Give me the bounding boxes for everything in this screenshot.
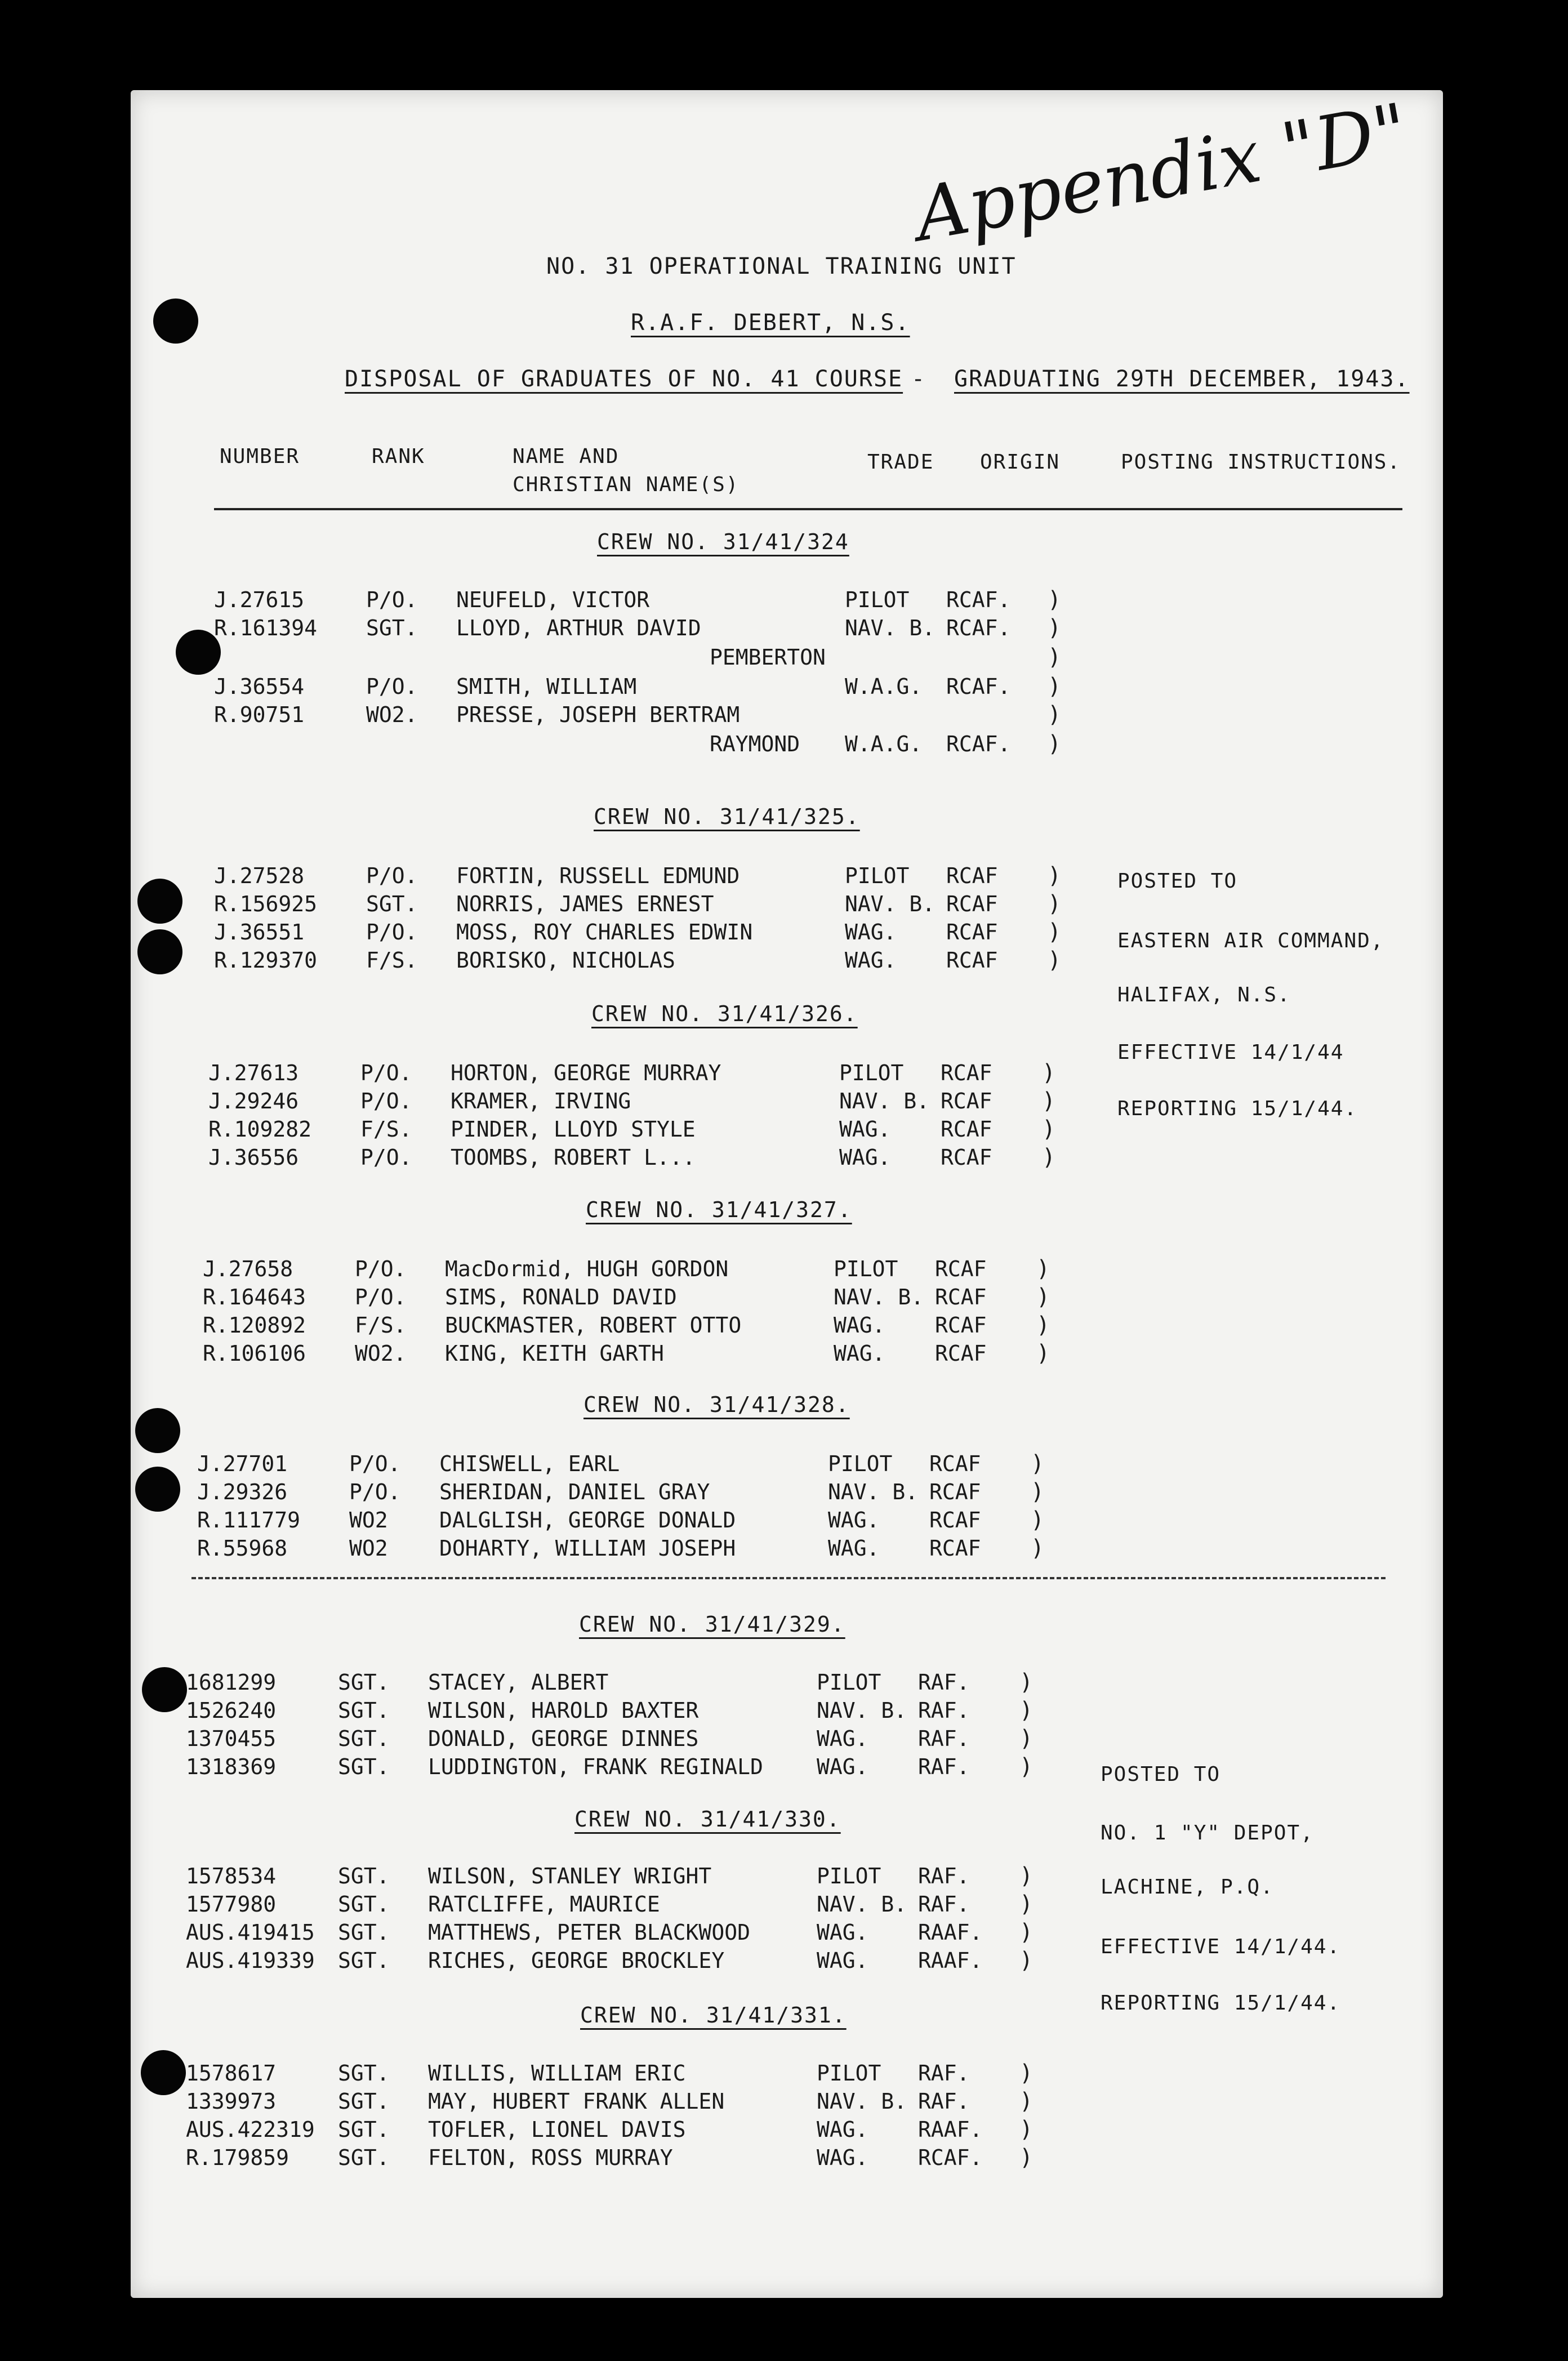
crew-bracket: ) bbox=[1019, 2088, 1034, 2114]
member-number: 1526240 bbox=[186, 1698, 277, 1723]
crew-title: CREW NO. 31/41/327. bbox=[586, 1197, 852, 1222]
posting-raf-1: POSTED TO bbox=[1101, 1763, 1221, 1786]
member-trade: NAV. B. bbox=[817, 1698, 907, 1723]
member-trade: PILOT bbox=[817, 1670, 881, 1695]
crew-bracket: ) bbox=[1036, 1256, 1050, 1282]
crew-bracket: ) bbox=[1019, 1698, 1034, 1723]
header-disposal: DISPOSAL OF GRADUATES OF NO. 41 COURSE bbox=[345, 366, 903, 392]
member-number: R.111779 bbox=[197, 1508, 301, 1533]
member-number: R.164643 bbox=[203, 1285, 306, 1309]
member-name: MOSS, ROY CHARLES EDWIN bbox=[456, 920, 753, 945]
crew-bracket: ) bbox=[1019, 1754, 1034, 1780]
member-trade: W.A.G. bbox=[845, 674, 923, 699]
column-number: NUMBER bbox=[220, 445, 300, 468]
member-name: TOOMBS, ROBERT L... bbox=[451, 1145, 696, 1170]
member-name: TOFLER, LIONEL DAVIS bbox=[428, 2117, 686, 2142]
member-number: R.109282 bbox=[208, 1117, 312, 1142]
header-station: R.A.F. DEBERT, N.S. bbox=[631, 310, 910, 336]
member-origin: RCAF. bbox=[946, 732, 1011, 756]
member-rank: SGT. bbox=[338, 1948, 390, 1973]
member-trade: NAV. B. bbox=[845, 616, 936, 640]
member-origin: RAF. bbox=[918, 1892, 970, 1917]
member-name: PEMBERTON bbox=[710, 645, 826, 670]
member-trade: WAG. bbox=[845, 920, 897, 945]
member-name: MATTHEWS, PETER BLACKWOOD bbox=[428, 1920, 750, 1945]
member-trade: NAV. B. bbox=[828, 1480, 919, 1504]
punch-hole bbox=[137, 879, 182, 924]
column-rank: RANK bbox=[372, 445, 425, 468]
member-origin: RCAF bbox=[941, 1145, 992, 1170]
member-name: RAYMOND bbox=[710, 732, 800, 756]
posting-rcaf-2: EASTERN AIR COMMAND, bbox=[1117, 929, 1384, 952]
member-origin: RCAF. bbox=[946, 616, 1011, 640]
member-origin: RCAF bbox=[946, 920, 998, 945]
crew-bracket: ) bbox=[1042, 1144, 1056, 1170]
member-trade: WAG. bbox=[834, 1341, 885, 1366]
member-name: DONALD, GEORGE DINNES bbox=[428, 1726, 699, 1751]
member-origin: RCAF bbox=[935, 1341, 987, 1366]
member-name: MAY, HUBERT FRANK ALLEN bbox=[428, 2089, 725, 2114]
member-trade: W.A.G. bbox=[845, 732, 923, 756]
member-rank: SGT. bbox=[338, 1726, 390, 1751]
member-number: 1339973 bbox=[186, 2089, 277, 2114]
member-name: DOHARTY, WILLIAM JOSEPH bbox=[439, 1536, 736, 1561]
member-origin: RCAF bbox=[946, 863, 998, 888]
punch-hole bbox=[137, 929, 182, 974]
member-origin: RAAF. bbox=[918, 1948, 983, 1973]
header-graduating: GRADUATING 29TH DECEMBER, 1943. bbox=[954, 366, 1410, 392]
member-trade: WAG. bbox=[817, 1920, 868, 1945]
member-name: SIMS, RONALD DAVID bbox=[445, 1285, 677, 1309]
member-name: WILSON, STANLEY WRIGHT bbox=[428, 1864, 712, 1888]
posting-rcaf-5: REPORTING 15/1/44. bbox=[1117, 1097, 1358, 1120]
crew-bracket: ) bbox=[1048, 891, 1062, 917]
member-number: 1578534 bbox=[186, 1864, 277, 1888]
member-name: SHERIDAN, DANIEL GRAY bbox=[439, 1480, 710, 1504]
punch-hole bbox=[135, 1408, 180, 1453]
member-name: KING, KEITH GARTH bbox=[445, 1341, 664, 1366]
member-origin: RCAF bbox=[935, 1285, 987, 1309]
member-number: R.55968 bbox=[197, 1536, 288, 1561]
posting-raf-4: EFFECTIVE 14/1/44. bbox=[1101, 1935, 1341, 1958]
header-unit: NO. 31 OPERATIONAL TRAINING UNIT bbox=[546, 253, 1017, 279]
crew-bracket: ) bbox=[1048, 644, 1062, 670]
member-origin: RCAF. bbox=[946, 587, 1011, 612]
member-trade: WAG. bbox=[839, 1117, 891, 1142]
member-rank: SGT. bbox=[338, 1754, 390, 1779]
member-trade: WAG. bbox=[839, 1145, 891, 1170]
member-number: J.29326 bbox=[197, 1480, 288, 1504]
member-rank: WO2 bbox=[349, 1536, 388, 1561]
member-number: R.120892 bbox=[203, 1313, 306, 1338]
member-rank: P/O. bbox=[366, 863, 418, 888]
member-number: 1578617 bbox=[186, 2061, 277, 2086]
crew-title: CREW NO. 31/41/328. bbox=[583, 1392, 850, 1417]
member-name: CHISWELL, EARL bbox=[439, 1451, 620, 1476]
member-origin: RAF. bbox=[918, 1698, 970, 1723]
member-rank: WO2. bbox=[366, 702, 418, 727]
member-rank: P/O. bbox=[360, 1145, 412, 1170]
member-rank: SGT. bbox=[366, 616, 418, 640]
member-rank: WO2 bbox=[349, 1508, 388, 1533]
member-trade: WAG. bbox=[845, 948, 897, 973]
member-name: MacDormid, HUGH GORDON bbox=[445, 1257, 729, 1281]
member-trade: WAG. bbox=[817, 1754, 868, 1779]
member-number: R.90751 bbox=[214, 702, 305, 727]
member-origin: RAF. bbox=[918, 2089, 970, 2114]
crew-bracket: ) bbox=[1019, 1863, 1034, 1889]
member-name: FELTON, ROSS MURRAY bbox=[428, 2145, 673, 2170]
member-trade: NAV. B. bbox=[817, 2089, 907, 2114]
member-rank: P/O. bbox=[355, 1285, 407, 1309]
member-number: J.27613 bbox=[208, 1061, 299, 1085]
member-name: DALGLISH, GEORGE DONALD bbox=[439, 1508, 736, 1533]
crew-title: CREW NO. 31/41/331. bbox=[580, 2003, 847, 2028]
member-trade: PILOT bbox=[834, 1257, 898, 1281]
punch-hole bbox=[141, 2050, 186, 2095]
member-rank: F/S. bbox=[360, 1117, 412, 1142]
member-origin: RCAF bbox=[935, 1257, 987, 1281]
member-name: WILSON, HAROLD BAXTER bbox=[428, 1698, 699, 1723]
member-rank: P/O. bbox=[349, 1451, 401, 1476]
crew-bracket: ) bbox=[1019, 1669, 1034, 1695]
member-rank: SGT. bbox=[338, 1670, 390, 1695]
member-trade: PILOT bbox=[845, 587, 910, 612]
member-number: 1577980 bbox=[186, 1892, 277, 1917]
member-rank: P/O. bbox=[360, 1089, 412, 1113]
member-origin: RCAF bbox=[929, 1508, 981, 1533]
member-number: R.106106 bbox=[203, 1341, 306, 1366]
member-origin: RCAF bbox=[929, 1451, 981, 1476]
member-number: R.179859 bbox=[186, 2145, 289, 2170]
crew-bracket: ) bbox=[1042, 1060, 1056, 1086]
member-origin: RCAF. bbox=[918, 2145, 983, 2170]
crew-bracket: ) bbox=[1042, 1088, 1056, 1114]
group-divider bbox=[191, 1577, 1386, 1579]
member-origin: RCAF bbox=[929, 1536, 981, 1561]
document-page bbox=[131, 90, 1443, 2298]
member-number: AUS.419415 bbox=[186, 1920, 315, 1945]
member-number: R.129370 bbox=[214, 948, 318, 973]
crew-bracket: ) bbox=[1031, 1535, 1045, 1561]
member-rank: P/O. bbox=[366, 674, 418, 699]
member-rank: F/S. bbox=[366, 948, 418, 973]
member-rank: P/O. bbox=[366, 587, 418, 612]
crew-bracket: ) bbox=[1036, 1340, 1050, 1366]
member-name: LLOYD, ARTHUR DAVID bbox=[456, 616, 701, 640]
member-rank: F/S. bbox=[355, 1313, 407, 1338]
member-number: R.161394 bbox=[214, 616, 318, 640]
crew-bracket: ) bbox=[1031, 1507, 1045, 1533]
column-name-sub: CHRISTIAN NAME(S) bbox=[513, 473, 740, 496]
member-trade: WAG. bbox=[817, 1948, 868, 1973]
member-number: J.27528 bbox=[214, 863, 305, 888]
posting-raf-5: REPORTING 15/1/44. bbox=[1101, 1992, 1341, 2015]
member-name: BORISKO, NICHOLAS bbox=[456, 948, 675, 973]
posting-rcaf-1: POSTED TO bbox=[1117, 870, 1238, 893]
member-number: J.29246 bbox=[208, 1089, 299, 1113]
member-number: AUS.422319 bbox=[186, 2117, 315, 2142]
member-trade: WAG. bbox=[817, 2117, 868, 2142]
header-separator: - bbox=[911, 366, 926, 392]
member-rank: P/O. bbox=[349, 1480, 401, 1504]
member-origin: RCAF bbox=[946, 892, 998, 916]
member-name: SMITH, WILLIAM bbox=[456, 674, 637, 699]
member-origin: RAF. bbox=[918, 1754, 970, 1779]
crew-bracket: ) bbox=[1048, 615, 1062, 641]
member-origin: RAF. bbox=[918, 1864, 970, 1888]
member-rank: SGT. bbox=[338, 1864, 390, 1888]
member-number: AUS.419339 bbox=[186, 1948, 315, 1973]
member-trade: WAG. bbox=[828, 1508, 880, 1533]
member-origin: RAF. bbox=[918, 1726, 970, 1751]
member-trade: WAG. bbox=[834, 1313, 885, 1338]
member-trade: WAG. bbox=[828, 1536, 880, 1561]
punch-hole bbox=[153, 299, 198, 344]
member-rank: SGT. bbox=[366, 892, 418, 916]
member-origin: RAAF. bbox=[918, 1920, 983, 1945]
member-trade: WAG. bbox=[817, 1726, 868, 1751]
member-trade: NAV. B. bbox=[817, 1892, 907, 1917]
member-trade: PILOT bbox=[839, 1061, 904, 1085]
member-number: J.27615 bbox=[214, 587, 305, 612]
member-rank: SGT. bbox=[338, 2117, 390, 2142]
crew-bracket: ) bbox=[1031, 1479, 1045, 1505]
column-origin: ORIGIN bbox=[980, 451, 1061, 474]
member-number: J.36554 bbox=[214, 674, 305, 699]
member-origin: RCAF bbox=[946, 948, 998, 973]
crew-title: CREW NO. 31/41/326. bbox=[591, 1001, 858, 1026]
crew-bracket: ) bbox=[1048, 863, 1062, 889]
member-rank: P/O. bbox=[355, 1257, 407, 1281]
member-trade: NAV. B. bbox=[839, 1089, 930, 1113]
crew-title: CREW NO. 31/41/330. bbox=[574, 1807, 841, 1832]
crew-bracket: ) bbox=[1019, 1891, 1034, 1917]
member-trade: PILOT bbox=[845, 863, 910, 888]
member-number: J.36551 bbox=[214, 920, 305, 945]
member-name: NEUFELD, VICTOR bbox=[456, 587, 650, 612]
member-number: J.27701 bbox=[197, 1451, 288, 1476]
crew-bracket: ) bbox=[1019, 1919, 1034, 1945]
member-number: 1370455 bbox=[186, 1726, 277, 1751]
crew-bracket: ) bbox=[1048, 702, 1062, 728]
posting-raf-3: LACHINE, P.Q. bbox=[1101, 1876, 1274, 1899]
member-name: LUDDINGTON, FRANK REGINALD bbox=[428, 1754, 763, 1779]
member-trade: NAV. B. bbox=[834, 1285, 924, 1309]
column-posting: POSTING INSTRUCTIONS. bbox=[1121, 451, 1401, 474]
member-trade: PILOT bbox=[828, 1451, 893, 1476]
member-origin: RCAF bbox=[929, 1480, 981, 1504]
member-rank: SGT. bbox=[338, 2145, 390, 2170]
member-number: J.36556 bbox=[208, 1145, 299, 1170]
member-rank: SGT. bbox=[338, 2061, 390, 2086]
column-name: NAME AND bbox=[513, 445, 620, 468]
posting-rcaf-3: HALIFAX, N.S. bbox=[1117, 983, 1291, 1006]
member-number: J.27658 bbox=[203, 1257, 293, 1281]
crew-bracket: ) bbox=[1042, 1116, 1056, 1142]
member-name: RICHES, GEORGE BROCKLEY bbox=[428, 1948, 725, 1973]
member-name: PRESSE, JOSEPH BERTRAM bbox=[456, 702, 740, 727]
member-trade: NAV. B. bbox=[845, 892, 936, 916]
member-rank: P/O. bbox=[366, 920, 418, 945]
member-origin: RCAF bbox=[935, 1313, 987, 1338]
crew-bracket: ) bbox=[1019, 2145, 1034, 2171]
member-trade: PILOT bbox=[817, 2061, 881, 2086]
member-rank: SGT. bbox=[338, 1698, 390, 1723]
crew-bracket: ) bbox=[1048, 587, 1062, 613]
member-origin: RCAF. bbox=[946, 674, 1011, 699]
member-name: HORTON, GEORGE MURRAY bbox=[451, 1061, 721, 1085]
crew-bracket: ) bbox=[1048, 674, 1062, 700]
crew-title: CREW NO. 31/41/325. bbox=[594, 804, 860, 829]
posting-raf-2: NO. 1 "Y" DEPOT, bbox=[1101, 1821, 1314, 1845]
handwritten-annotation: Appendix "D" bbox=[908, 87, 1414, 258]
crew-title: CREW NO. 31/41/329. bbox=[579, 1612, 845, 1637]
header-rule bbox=[214, 508, 1402, 510]
crew-bracket: ) bbox=[1036, 1284, 1050, 1310]
member-rank: SGT. bbox=[338, 2089, 390, 2114]
punch-hole bbox=[135, 1467, 180, 1512]
member-origin: RAF. bbox=[918, 2061, 970, 2086]
punch-hole bbox=[142, 1667, 187, 1712]
crew-title: CREW NO. 31/41/324 bbox=[597, 529, 849, 554]
crew-bracket: ) bbox=[1019, 2117, 1034, 2142]
member-number: R.156925 bbox=[214, 892, 318, 916]
member-rank: P/O. bbox=[360, 1061, 412, 1085]
crew-bracket: ) bbox=[1019, 1726, 1034, 1752]
member-rank: WO2. bbox=[355, 1341, 407, 1366]
member-trade: PILOT bbox=[817, 1864, 881, 1888]
member-rank: SGT. bbox=[338, 1892, 390, 1917]
column-trade: TRADE bbox=[867, 451, 934, 474]
member-number: 1681299 bbox=[186, 1670, 277, 1695]
crew-bracket: ) bbox=[1048, 919, 1062, 945]
member-name: WILLIS, WILLIAM ERIC bbox=[428, 2061, 686, 2086]
member-name: BUCKMASTER, ROBERT OTTO bbox=[445, 1313, 742, 1338]
member-name: NORRIS, JAMES ERNEST bbox=[456, 892, 714, 916]
posting-rcaf-4: EFFECTIVE 14/1/44 bbox=[1117, 1041, 1344, 1064]
member-name: FORTIN, RUSSELL EDMUND bbox=[456, 863, 740, 888]
member-origin: RCAF bbox=[941, 1089, 992, 1113]
crew-bracket: ) bbox=[1019, 2060, 1034, 2086]
member-name: PINDER, LLOYD STYLE bbox=[451, 1117, 696, 1142]
member-origin: RAAF. bbox=[918, 2117, 983, 2142]
member-number: 1318369 bbox=[186, 1754, 277, 1779]
crew-bracket: ) bbox=[1019, 1948, 1034, 1974]
member-rank: SGT. bbox=[338, 1920, 390, 1945]
crew-bracket: ) bbox=[1048, 731, 1062, 757]
member-name: STACEY, ALBERT bbox=[428, 1670, 609, 1695]
member-origin: RCAF bbox=[941, 1117, 992, 1142]
member-origin: RCAF bbox=[941, 1061, 992, 1085]
crew-bracket: ) bbox=[1048, 947, 1062, 973]
crew-bracket: ) bbox=[1036, 1312, 1050, 1338]
member-origin: RAF. bbox=[918, 1670, 970, 1695]
member-name: RATCLIFFE, MAURICE bbox=[428, 1892, 660, 1917]
crew-bracket: ) bbox=[1031, 1451, 1045, 1477]
member-trade: WAG. bbox=[817, 2145, 868, 2170]
member-name: KRAMER, IRVING bbox=[451, 1089, 631, 1113]
